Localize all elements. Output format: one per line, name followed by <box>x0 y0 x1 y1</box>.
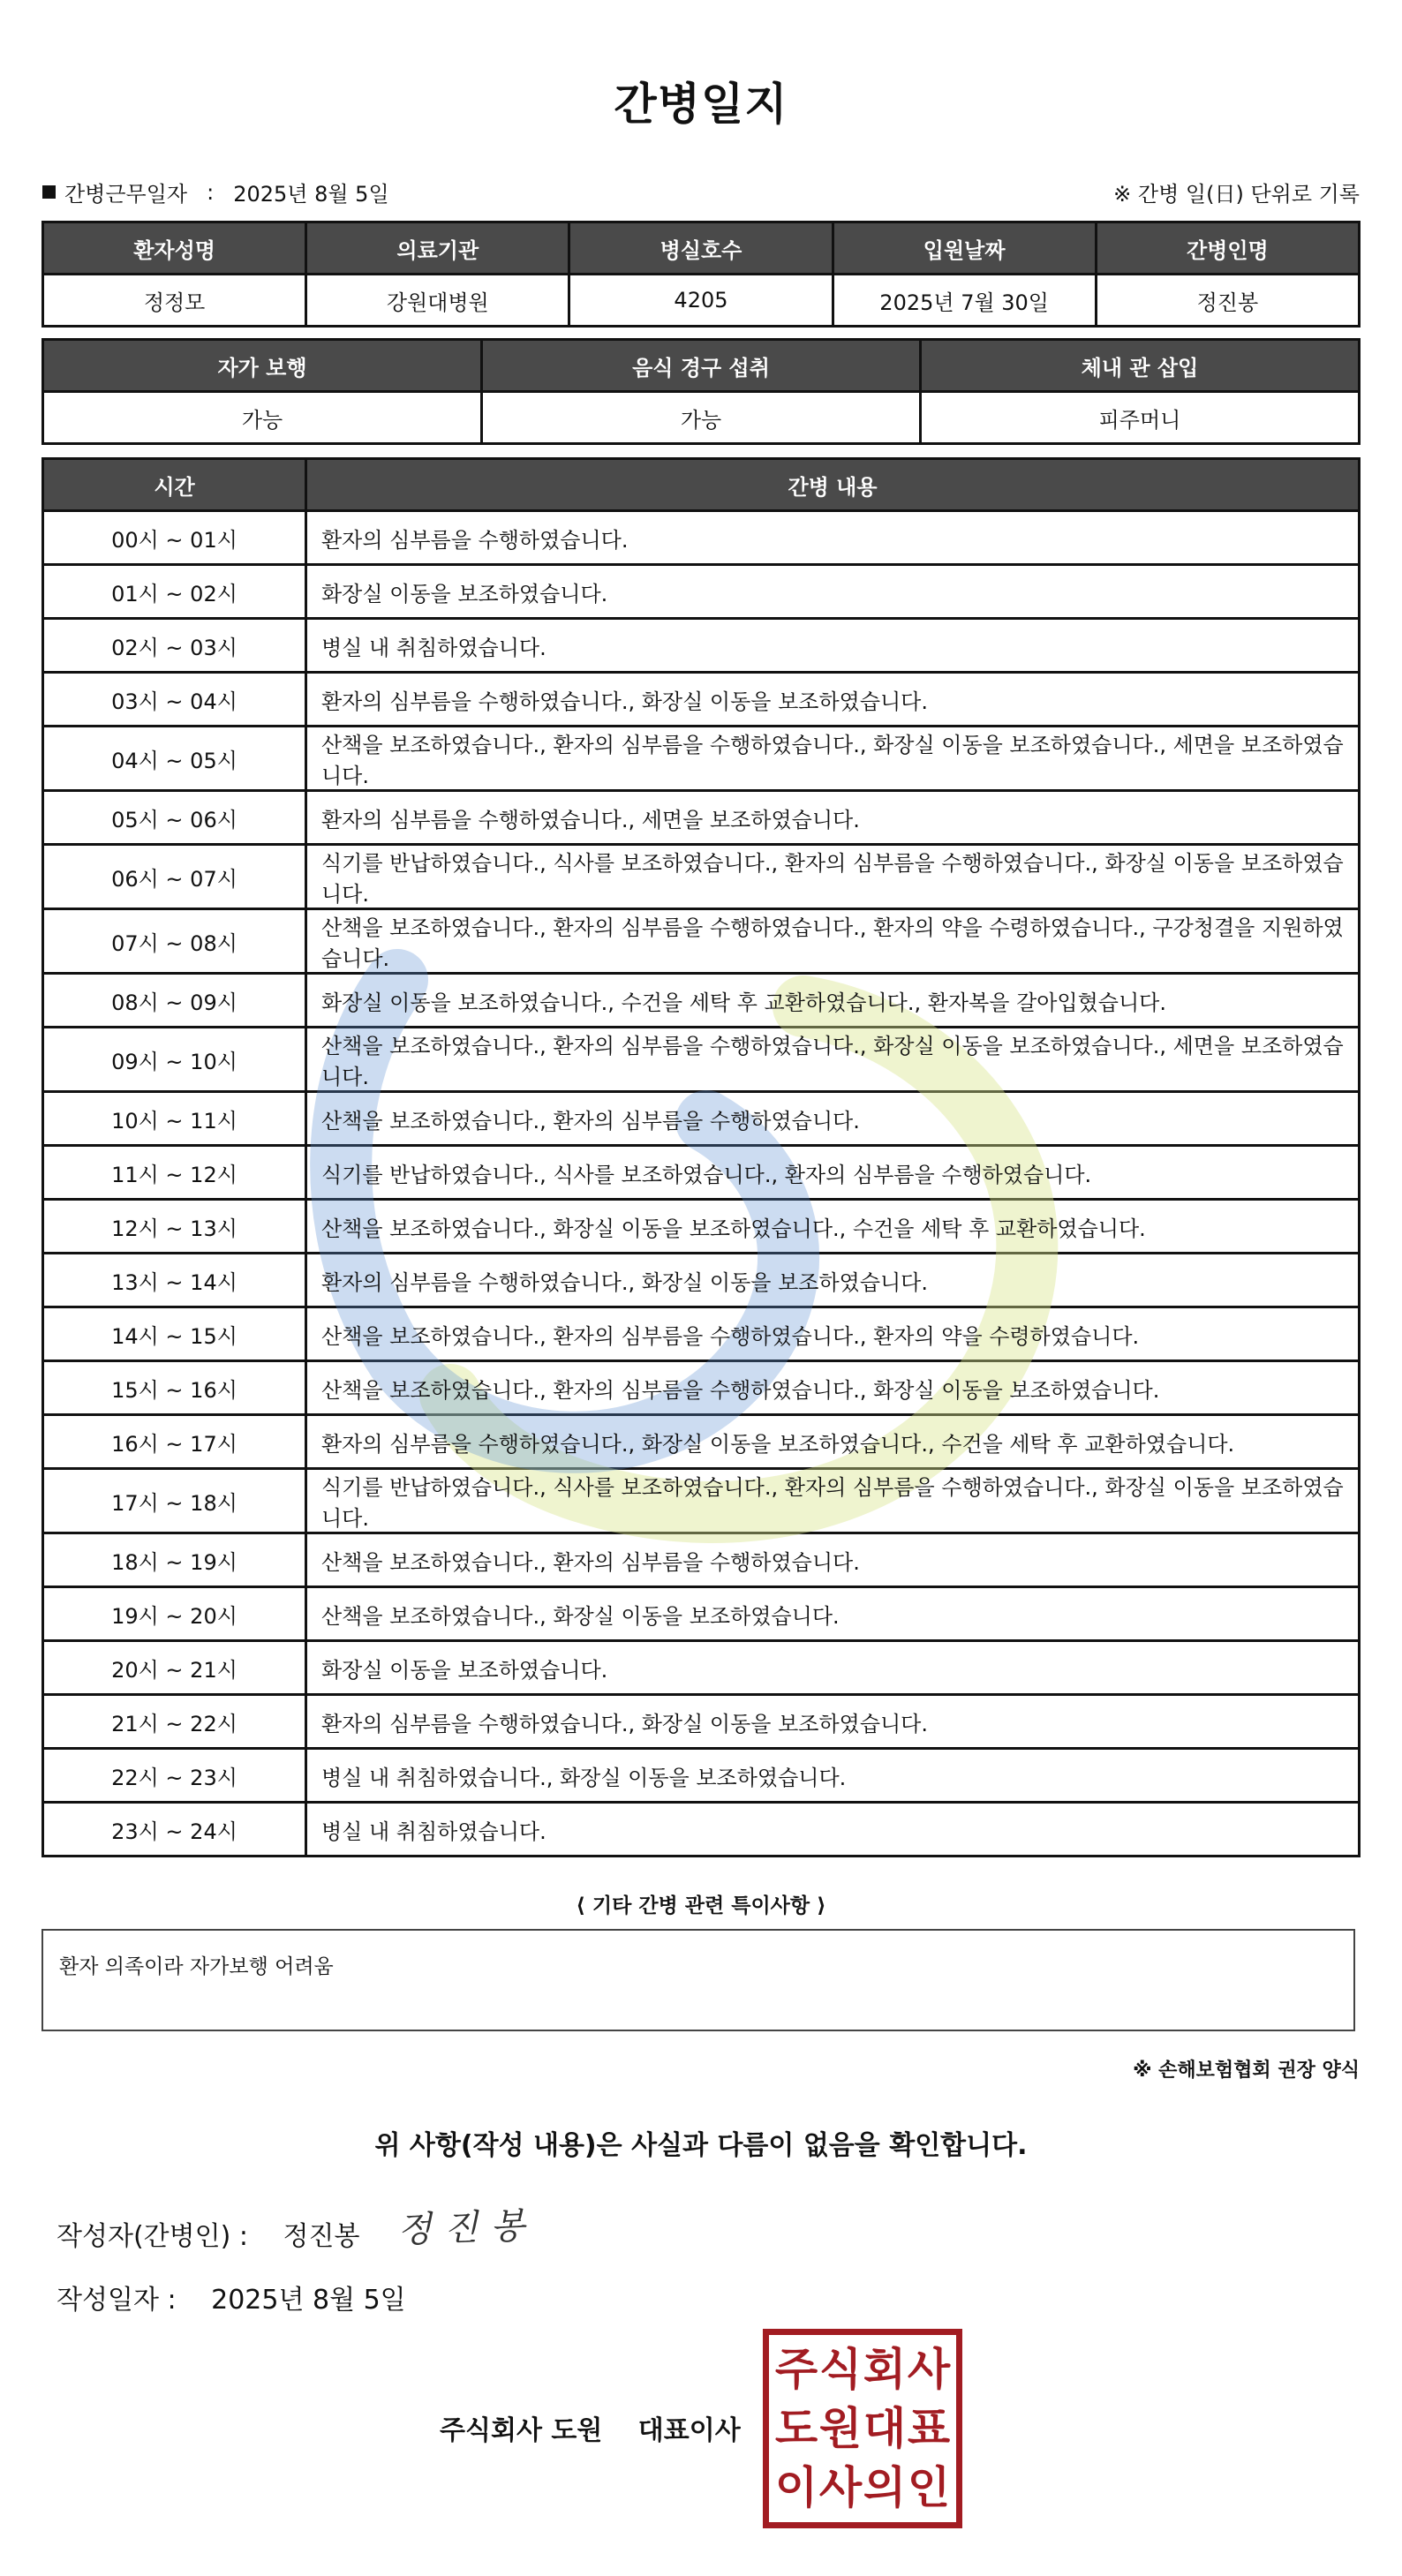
care-content-cell: 산책을 보조하였습니다., 환자의 심부름을 수행하였습니다., 환자의 약을 수령하였습니다., 구강청결을 지원하였습니다. <box>306 909 1360 974</box>
work-date-line <box>42 177 389 207</box>
time-cell: 08시 ~ 09시 <box>43 974 306 1028</box>
seal-character: 원 <box>818 2402 863 2454</box>
header-room-number: 병실호수 <box>569 222 833 275</box>
time-cell: 04시 ~ 05시 <box>43 727 306 791</box>
care-log-row <box>43 1533 1360 1587</box>
care-content-cell: 병실 내 취침하였습니다. <box>306 1803 1360 1857</box>
care-log-row <box>43 791 1360 845</box>
time-cell: 23시 ~ 24시 <box>43 1803 306 1857</box>
time-cell: 01시 ~ 02시 <box>43 565 306 619</box>
seal-character: 의 <box>863 2461 907 2513</box>
patient-name: 정정모 <box>43 275 306 327</box>
care-content-cell: 식기를 반납하였습니다., 식사를 보조하였습니다., 환자의 심부름을 수행하였습니다., 화장실 이동을 보조하였습니다. <box>306 1469 1360 1533</box>
header-tube-insertion: 체내 관 삽입 <box>921 340 1360 392</box>
care-log-row <box>43 619 1360 673</box>
care-log-body <box>43 511 1360 1857</box>
square-bullet-icon <box>42 185 56 199</box>
care-log-row <box>43 1092 1360 1146</box>
recommended-form-note: ※ 손해보험협회 권장 양식 <box>1133 2060 1360 2082</box>
time-cell: 22시 ~ 23시 <box>43 1749 306 1803</box>
care-log-row <box>43 1028 1360 1092</box>
care-content-cell: 산책을 보조하였습니다., 환자의 심부름을 수행하였습니다. <box>306 1092 1360 1146</box>
care-log-row <box>43 974 1360 1028</box>
header-admission-date: 입원날짜 <box>833 222 1096 275</box>
care-log-row <box>43 511 1360 565</box>
company-line <box>440 2408 741 2447</box>
care-log-row <box>43 565 1360 619</box>
care-log-row <box>43 1641 1360 1695</box>
colon: : <box>207 179 215 205</box>
care-content-cell: 환자의 심부름을 수행하였습니다., 화장실 이동을 보조하였습니다. <box>306 673 1360 727</box>
time-cell: 14시 ~ 15시 <box>43 1307 306 1361</box>
seal-character: 대 <box>863 2402 907 2454</box>
care-log-row <box>43 1146 1360 1200</box>
care-content-cell: 식기를 반납하였습니다., 식사를 보조하였습니다., 환자의 심부름을 수행하였습니다., 화장실 이동을 보조하였습니다. <box>306 845 1360 909</box>
care-log-row <box>43 1361 1360 1415</box>
care-log-row <box>43 845 1360 909</box>
time-cell: 10시 ~ 11시 <box>43 1092 306 1146</box>
time-cell: 11시 ~ 12시 <box>43 1146 306 1200</box>
time-cell: 13시 ~ 14시 <box>43 1254 306 1307</box>
special-notes-text: 환자 의족이라 자가보행 어려움 <box>59 1955 334 1978</box>
time-cell: 16시 ~ 17시 <box>43 1415 306 1469</box>
seal-character: 회 <box>863 2344 907 2396</box>
care-content-cell: 식기를 반납하였습니다., 식사를 보조하였습니다., 환자의 심부름을 수행하였습니다. <box>306 1146 1360 1200</box>
header-caregiver-name: 간병인명 <box>1096 222 1359 275</box>
care-content-cell: 환자의 심부름을 수행하였습니다., 화장실 이동을 보조하였습니다. <box>306 1695 1360 1749</box>
time-cell: 17시 ~ 18시 <box>43 1469 306 1533</box>
care-log-row <box>43 1200 1360 1254</box>
header-time: 시간 <box>43 459 306 511</box>
daily-record-note: ※ 간병 일(日) 단위로 기록 <box>1113 182 1360 207</box>
time-cell: 07시 ~ 08시 <box>43 909 306 974</box>
care-content-cell: 병실 내 취침하였습니다., 화장실 이동을 보조하였습니다. <box>306 1749 1360 1803</box>
work-date-label: 간병근무일자 <box>64 182 188 207</box>
representative-title: 대표이사 <box>637 2415 741 2446</box>
care-log-table <box>41 457 1361 1857</box>
time-cell: 09시 ~ 10시 <box>43 1028 306 1092</box>
header-hospital: 의료기관 <box>306 222 569 275</box>
care-log-row <box>43 909 1360 974</box>
hospital: 강원대병원 <box>306 275 569 327</box>
time-cell: 19시 ~ 20시 <box>43 1587 306 1641</box>
care-content-cell: 산책을 보조하였습니다., 환자의 심부름을 수행하였습니다., 화장실 이동을 보조하였습니다. <box>306 1361 1360 1415</box>
seal-character: 사 <box>907 2344 951 2396</box>
care-content-cell: 산책을 보조하였습니다., 환자의 심부름을 수행하였습니다., 화장실 이동을 보조하였습니다., 세면을 보조하였습니다. <box>306 727 1360 791</box>
header-oral-intake: 음식 경구 섭취 <box>482 340 921 392</box>
care-content-cell: 환자의 심부름을 수행하였습니다., 화장실 이동을 보조하였습니다., 수건을 세탁 후 교환하였습니다. <box>306 1415 1360 1469</box>
handwritten-signature: 정진봉 <box>396 2205 538 2251</box>
care-content-cell: 환자의 심부름을 수행하였습니다., 화장실 이동을 보조하였습니다. <box>306 1254 1360 1307</box>
seal-character: 표 <box>907 2402 951 2454</box>
time-cell: 20시 ~ 21시 <box>43 1641 306 1695</box>
header-self-walking: 자가 보행 <box>43 340 482 392</box>
care-log-row <box>43 1749 1360 1803</box>
care-content-cell: 산책을 보조하였습니다., 환자의 심부름을 수행하였습니다., 화장실 이동을 보조하였습니다., 세면을 보조하였습니다. <box>306 1028 1360 1092</box>
care-log-row <box>43 1695 1360 1749</box>
write-date-line <box>57 2278 406 2316</box>
seal-character: 주 <box>774 2344 818 2396</box>
seal-character: 도 <box>774 2402 818 2454</box>
write-date-label: 작성일자 : <box>57 2285 177 2316</box>
care-content-cell: 산책을 보조하였습니다., 환자의 심부름을 수행하였습니다. <box>306 1533 1360 1587</box>
time-cell: 03시 ~ 04시 <box>43 673 306 727</box>
page-title: 간병일지 <box>614 79 788 130</box>
notes-title: ⟨ 기타 간병 관련 특이사항 ⟩ <box>576 1894 826 1917</box>
header-care-content: 간병 내용 <box>306 459 1360 511</box>
confirmation-statement: 위 사항(작성 내용)은 사실과 다름이 없음을 확인합니다. <box>374 2130 1028 2161</box>
tube-insertion-value: 피주머니 <box>921 392 1360 444</box>
caregiver-name: 정진봉 <box>1096 275 1359 327</box>
admission-date: 2025년 7월 30일 <box>833 275 1096 327</box>
writer-name: 정진봉 <box>283 2221 360 2252</box>
care-content-cell: 화장실 이동을 보조하였습니다. <box>306 565 1360 619</box>
time-cell: 00시 ~ 01시 <box>43 511 306 565</box>
room-number: 4205 <box>569 275 833 327</box>
time-cell: 15시 ~ 16시 <box>43 1361 306 1415</box>
care-log-row <box>43 1803 1360 1857</box>
oral-intake-value: 가능 <box>482 392 921 444</box>
care-log-row <box>43 1469 1360 1533</box>
care-content-cell: 산책을 보조하였습니다., 화장실 이동을 보조하였습니다. <box>306 1587 1360 1641</box>
time-cell: 02시 ~ 03시 <box>43 619 306 673</box>
work-date-value: 2025년 8월 5일 <box>233 182 389 207</box>
company-seal-stamp <box>763 2329 962 2528</box>
writer-line <box>57 2214 359 2253</box>
special-notes-box <box>41 1929 1355 2031</box>
time-cell: 12시 ~ 13시 <box>43 1200 306 1254</box>
patient-ability-table <box>41 338 1361 445</box>
time-cell: 05시 ~ 06시 <box>43 791 306 845</box>
care-log-row <box>43 1587 1360 1641</box>
care-content-cell: 산책을 보조하였습니다., 환자의 심부름을 수행하였습니다., 환자의 약을 수령하였습니다. <box>306 1307 1360 1361</box>
care-log-row <box>43 1415 1360 1469</box>
care-content-cell: 화장실 이동을 보조하였습니다. <box>306 1641 1360 1695</box>
care-log-row <box>43 1307 1360 1361</box>
care-content-cell: 산책을 보조하였습니다., 화장실 이동을 보조하였습니다., 수건을 세탁 후 교환하였습니다. <box>306 1200 1360 1254</box>
company-name: 주식회사 도원 <box>440 2415 603 2446</box>
seal-character: 이 <box>774 2461 818 2513</box>
header-patient-name: 환자성명 <box>43 222 306 275</box>
care-log-row <box>43 1254 1360 1307</box>
care-content-cell: 환자의 심부름을 수행하였습니다. <box>306 511 1360 565</box>
care-content-cell: 병실 내 취침하였습니다. <box>306 619 1360 673</box>
write-date-value: 2025년 8월 5일 <box>211 2285 406 2316</box>
patient-info-table <box>41 221 1361 328</box>
seal-character: 사 <box>818 2461 863 2513</box>
time-cell: 21시 ~ 22시 <box>43 1695 306 1749</box>
care-log-row <box>43 727 1360 791</box>
writer-label: 작성자(간병인) : <box>57 2221 248 2252</box>
time-cell: 06시 ~ 07시 <box>43 845 306 909</box>
self-walking-value: 가능 <box>43 392 482 444</box>
seal-character: 인 <box>907 2461 951 2513</box>
care-content-cell: 환자의 심부름을 수행하였습니다., 세면을 보조하였습니다. <box>306 791 1360 845</box>
care-log-row <box>43 673 1360 727</box>
care-content-cell: 화장실 이동을 보조하였습니다., 수건을 세탁 후 교환하였습니다., 환자복을 갈아입혔습니다. <box>306 974 1360 1028</box>
time-cell: 18시 ~ 19시 <box>43 1533 306 1587</box>
seal-character: 식 <box>818 2344 863 2396</box>
